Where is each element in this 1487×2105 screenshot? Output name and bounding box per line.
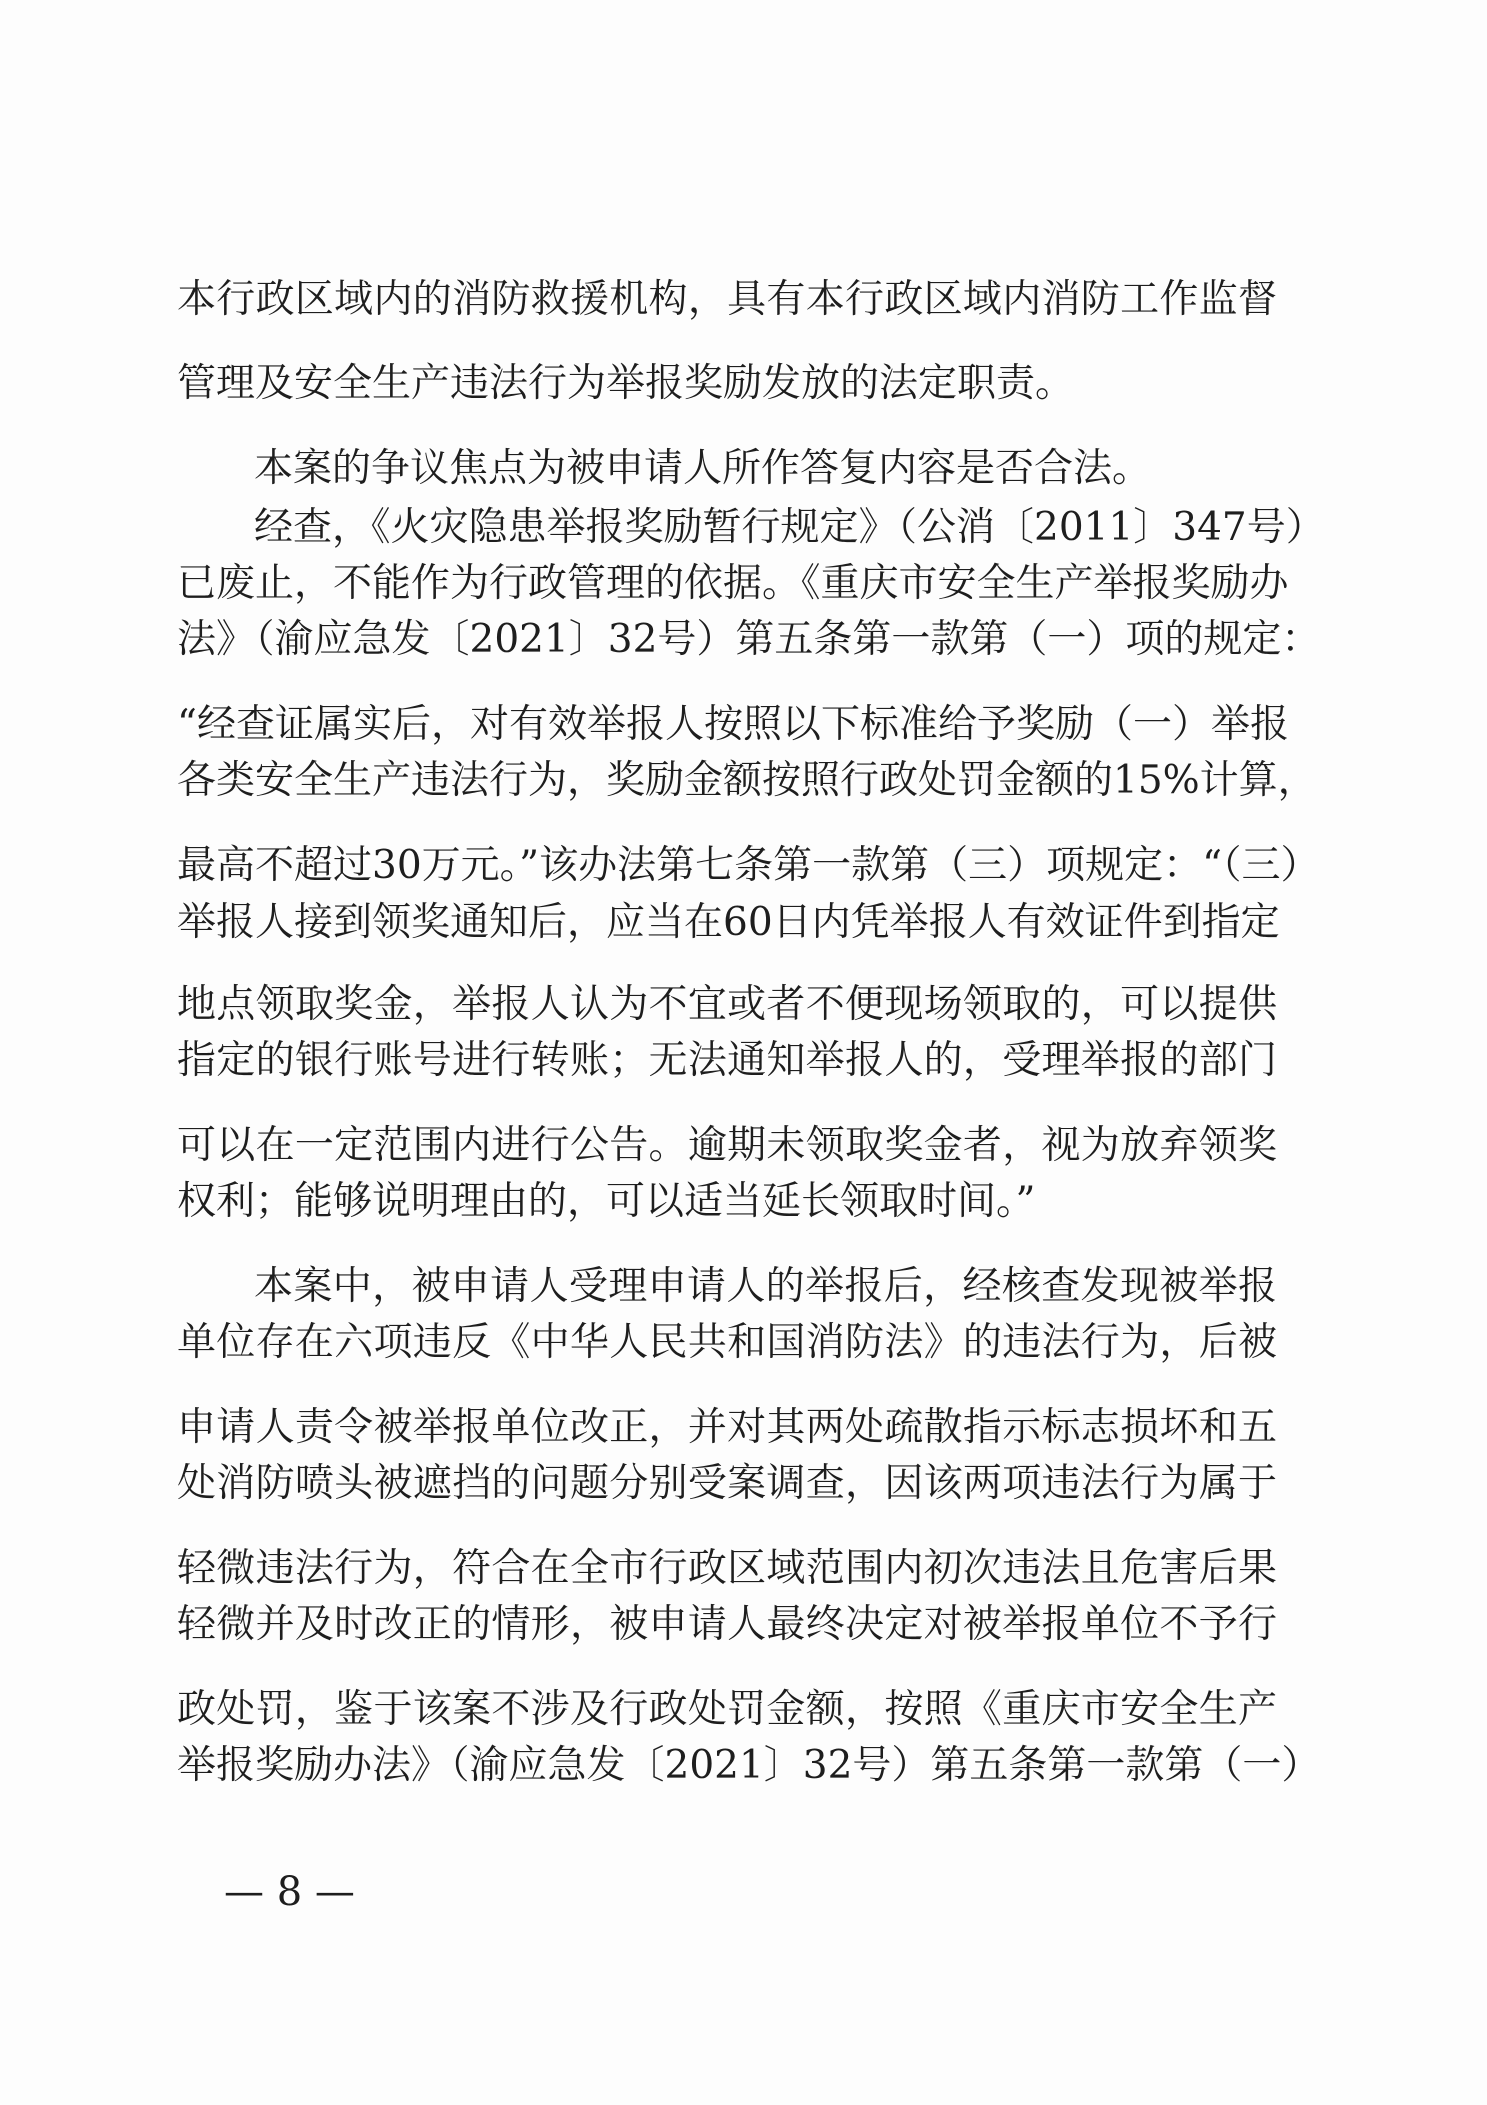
text-line: 政处罚，鉴于该案不涉及行政处罚金额，按照《重庆市安全生产 bbox=[177, 1687, 1277, 1732]
text-line: 轻微并及时改正的情形，被申请人最终决定对被举报单位不予行 bbox=[177, 1602, 1277, 1647]
page-number: — 8 — bbox=[224, 1869, 355, 1915]
text-line: 可以在一定范围内进行公告。逾期未领取奖金者，视为放弃领奖 bbox=[177, 1123, 1277, 1168]
text-line: 处消防喷头被遮挡的问题分别受案调查，因该两项违法行为属于 bbox=[177, 1461, 1277, 1506]
text-line: 本案的争议焦点为被申请人所作答复内容是否合法。 bbox=[254, 446, 1152, 491]
text-line: 本案中，被申请人受理申请人的举报后，经核查发现被举报 bbox=[254, 1264, 1277, 1309]
text-line: 地点领取奖金，举报人认为不宜或者不便现场领取的，可以提供 bbox=[177, 982, 1277, 1027]
text-line: 举报人接到领奖通知后，应当在60日内凭举报人有效证件到指定 bbox=[177, 900, 1280, 945]
text-line: 轻微违法行为，符合在全市行政区域范围内初次违法且危害后果 bbox=[177, 1546, 1277, 1591]
text-line: 最高不超过30万元。”该办法第七条第一款第（三）项规定：“（三） bbox=[177, 843, 1320, 888]
text-line: 法》（渝应急发〔2021〕32号）第五条第一款第（一）项的规定： bbox=[177, 617, 1321, 662]
text-line: 各类安全生产违法行为，奖励金额按照行政处罚金额的15%计算， bbox=[177, 758, 1317, 803]
text-line: 申请人责令被举报单位改正，并对其两处疏散指示标志损坏和五 bbox=[177, 1405, 1277, 1450]
text-line: 经查，《火灾隐患举报奖励暂行规定》（公消〔2011〕347号） bbox=[254, 505, 1325, 550]
text-line: 已废止，不能作为行政管理的依据。《重庆市安全生产举报奖励办 bbox=[177, 561, 1289, 606]
text-line: 本行政区域内的消防救援机构，具有本行政区域内消防工作监督 bbox=[177, 277, 1277, 322]
text-line: 管理及安全生产违法行为举报奖励发放的法定职责。 bbox=[177, 361, 1075, 406]
text-line: 举报奖励办法》（渝应急发〔2021〕32号）第五条第一款第（一） bbox=[177, 1743, 1321, 1788]
text-line: 单位存在六项违反《中华人民共和国消防法》的违法行为，后被 bbox=[177, 1320, 1277, 1365]
text-line: 指定的银行账号进行转账；无法通知举报人的，受理举报的部门 bbox=[177, 1038, 1277, 1083]
text-line: “经查证属实后，对有效举报人按照以下标准给予奖励（一）举报 bbox=[177, 702, 1289, 747]
text-line: 权利；能够说明理由的，可以适当延长领取时间。” bbox=[177, 1179, 1036, 1224]
